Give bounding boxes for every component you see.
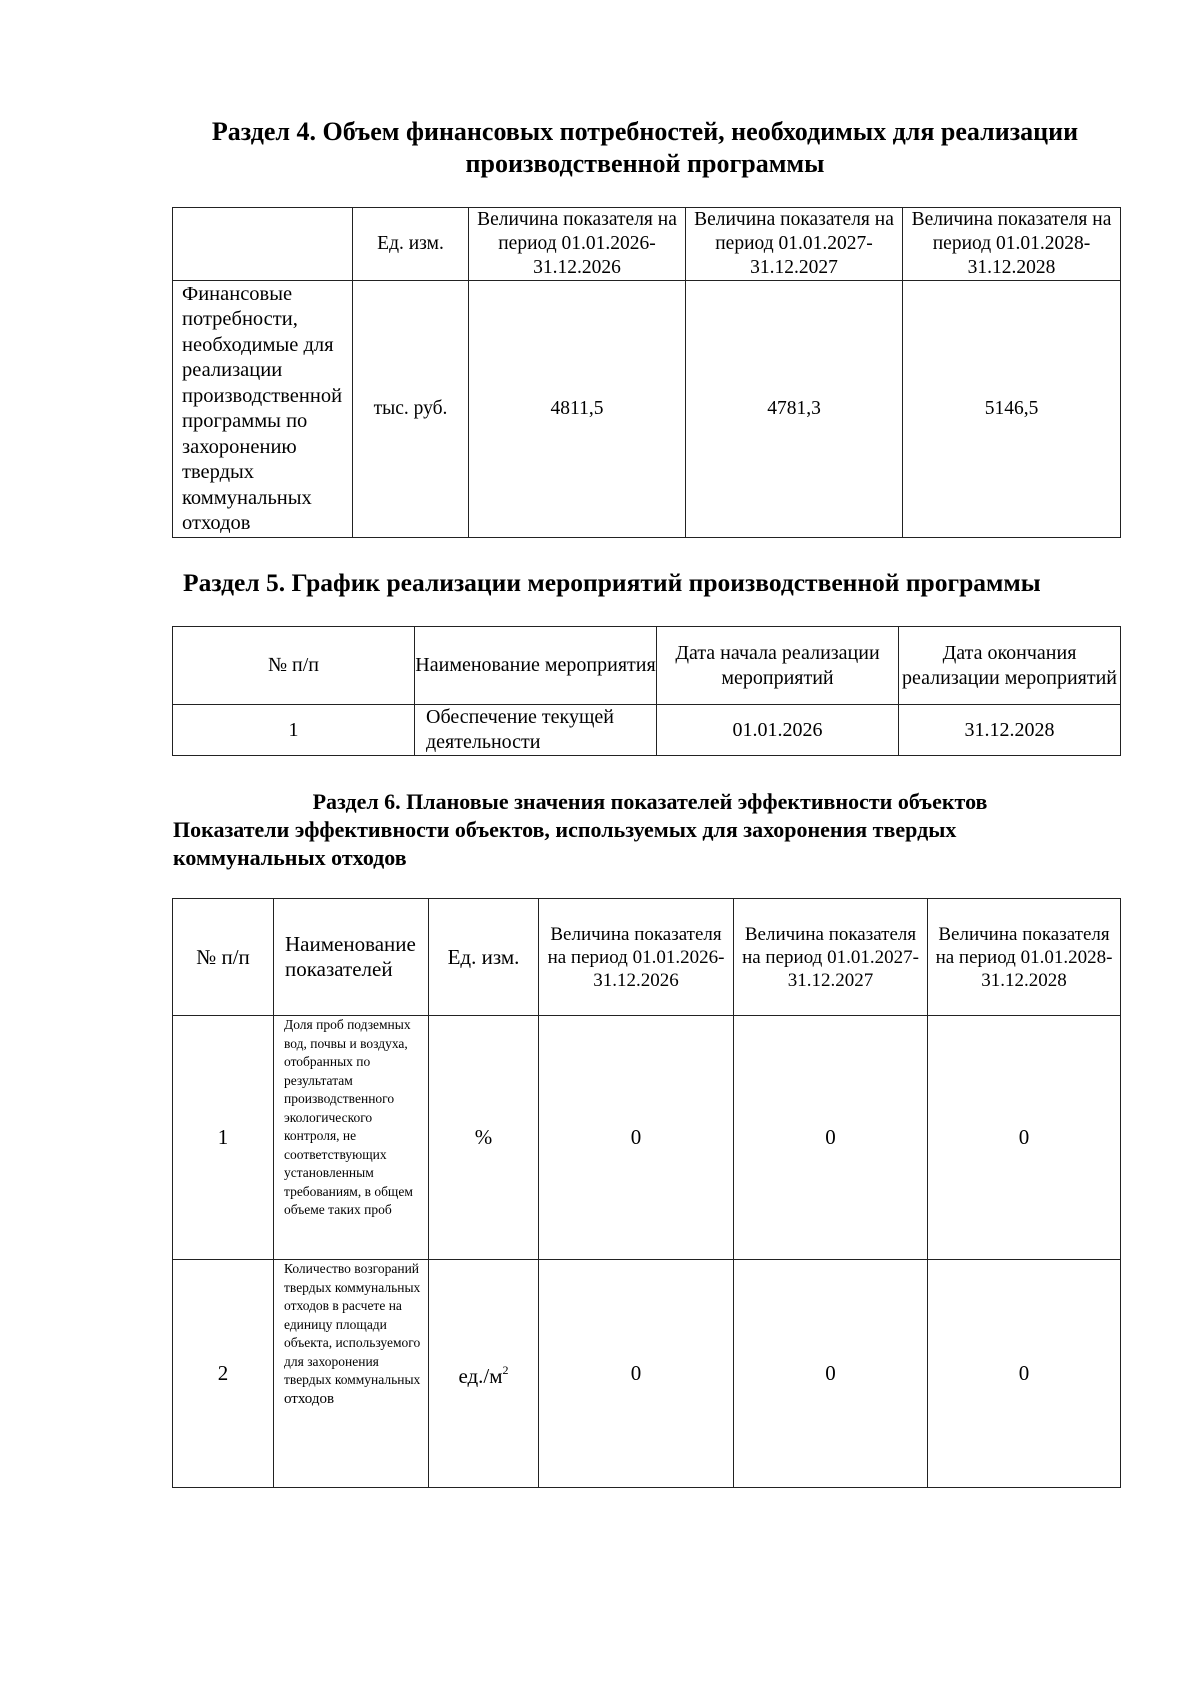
row-name-tail: отходов — [284, 1390, 335, 1407]
header-name: Наименование мероприятия — [415, 627, 657, 705]
schedule-table — [172, 626, 1121, 756]
row-unit: тыс. руб. — [353, 281, 469, 538]
row-unit — [429, 1260, 539, 1488]
row-unit: % — [429, 1016, 539, 1260]
financial-needs-table — [172, 207, 1121, 538]
header-2026: Величина показателя на период 01.01.2026-31.12.2026 — [539, 899, 734, 1016]
section-6-subtitle — [173, 816, 1173, 872]
row-name — [274, 1260, 429, 1488]
header-start-date: Дата начала реализации мероприятий — [657, 627, 899, 705]
value-2027: 4781,3 — [686, 281, 903, 538]
row-name-text: Количество возгораний твердых коммунальных отходов в расчете на единицу площади объекта, используемого для захоронения твердых коммунальных — [284, 1261, 421, 1387]
header-num: № п/п — [173, 627, 415, 705]
header-2028: Величина показателя на период 01.01.2028-31.12.2028 — [903, 208, 1121, 281]
value-2026: 0 — [539, 1260, 734, 1488]
value-2027: 0 — [734, 1016, 928, 1260]
header-num: № п/п — [173, 899, 274, 1016]
table-row — [173, 705, 1121, 756]
row-unit-sup: 2 — [502, 1363, 509, 1377]
header-unit: Ед. изм. — [429, 899, 539, 1016]
header-2028: Величина показателя на период 01.01.2028-31.12.2028 — [928, 899, 1121, 1016]
value-2026: 0 — [539, 1016, 734, 1260]
efficiency-indicators-table — [172, 898, 1121, 1488]
value-2027: 0 — [734, 1260, 928, 1488]
row-name: Доля проб подземных вод, почвы и воздуха, отобранных по результатам производственного экологического контроля, не соответствующих установленным требованиям, в общем объеме таких проб — [274, 1016, 429, 1260]
section-6-title: Раздел 6. Плановые значения показателей эффективности объектов — [312, 789, 988, 814]
row-start-date: 01.01.2026 — [657, 705, 899, 756]
row-unit-text: ед./м — [458, 1364, 503, 1388]
table-row — [173, 1260, 1121, 1488]
header-empty-cell — [173, 208, 353, 281]
value-2028: 0 — [928, 1260, 1121, 1488]
header-unit: Ед. изм. — [353, 208, 469, 281]
row-end-date: 31.12.2028 — [899, 705, 1121, 756]
header-2026: Величина показателя на период 01.01.2026-31.12.2026 — [469, 208, 686, 281]
row-num: 1 — [173, 1016, 274, 1260]
section-6-subtitle-line1: Показатели эффективности объектов, используемых для захоронения твердых — [173, 817, 957, 842]
table-header-row — [173, 208, 1121, 281]
table-header-row — [173, 627, 1121, 705]
table-row — [173, 281, 1121, 538]
row-name: Финансовые потребности, необходимые для реализации производственной программы по захоронению твердых коммунальных отходов — [173, 281, 353, 538]
value-2028: 0 — [928, 1016, 1121, 1260]
table-header-row — [173, 899, 1121, 1016]
header-2027: Величина показателя на период 01.01.2027-31.12.2027 — [734, 899, 928, 1016]
value-2026: 4811,5 — [469, 281, 686, 538]
section-4-title — [150, 116, 1140, 180]
section-4-title-line1: Раздел 4. Объем финансовых потребностей, необходимых для реализации — [211, 117, 1079, 146]
table-row — [173, 1016, 1121, 1260]
header-name: Наименование показателей — [274, 899, 429, 1016]
section-5-title: Раздел 5. График реализации мероприятий производственной программы — [183, 568, 1041, 597]
header-2027: Величина показателя на период 01.01.2027-31.12.2027 — [686, 208, 903, 281]
value-2028: 5146,5 — [903, 281, 1121, 538]
row-num: 2 — [173, 1260, 274, 1488]
row-num: 1 — [173, 705, 415, 756]
row-name: Обеспечение текущей деятельности — [415, 705, 657, 756]
section-6-subtitle-line2: коммунальных отходов — [173, 845, 407, 870]
section-4-title-line2: производственной программы — [465, 149, 825, 178]
header-end-date: Дата окончания реализации мероприятий — [899, 627, 1121, 705]
